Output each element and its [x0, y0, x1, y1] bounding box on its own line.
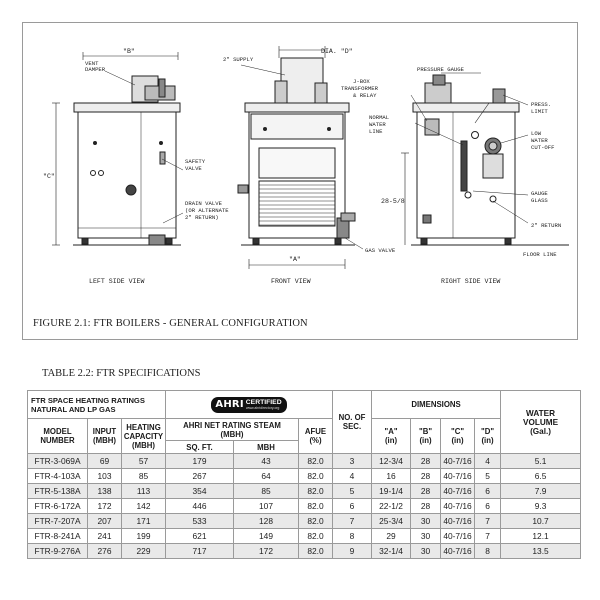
header-dim-c-line-2: (in)	[451, 436, 464, 445]
cell-dim-b: 30	[411, 514, 441, 529]
cell-capacity: 199	[122, 529, 166, 544]
right-side-view-title: RIGHT SIDE VIEW	[441, 278, 501, 285]
cell-input: 241	[88, 529, 122, 544]
cell-dim-d: 7	[475, 529, 501, 544]
cell-mbh: 172	[234, 544, 299, 559]
cell-dim-a: 12-3/4	[372, 454, 411, 469]
cell-dim-a: 22-1/2	[372, 499, 411, 514]
header-heating-capacity-line-3: (MBH)	[132, 440, 155, 450]
header-heating-capacity-line-1: HEATING	[126, 422, 161, 432]
dim-c-label: "C"	[43, 173, 55, 180]
cell-afue: 82.0	[299, 499, 333, 514]
header-dim-b-line-1: "B"	[419, 427, 433, 436]
cell-capacity: 113	[122, 484, 166, 499]
cell-mbh: 64	[234, 469, 299, 484]
header-ahri-net-rating-line-1: AHRI NET RATING STEAM	[183, 420, 281, 430]
table-row	[28, 454, 581, 469]
cell-dim-c: 40-7/16	[441, 529, 475, 544]
label-safety-valve-2: VALVE	[185, 165, 202, 172]
cell-afue: 82.0	[299, 484, 333, 499]
ahri-logo-url: www.ahridirectory.org	[245, 406, 280, 410]
header-input	[88, 419, 122, 454]
label-low-water-1: LOW	[531, 130, 542, 137]
cell-dim-a: 29	[372, 529, 411, 544]
header-dim-a	[372, 419, 411, 454]
cell-mbh: 128	[234, 514, 299, 529]
label-drain-valve-3: 2" RETURN)	[185, 214, 219, 221]
cell-water: 9.3	[501, 499, 581, 514]
label-normal-water-line-1: NORMAL	[369, 114, 390, 121]
cell-dim-d: 8	[475, 544, 501, 559]
cell-dim-b: 28	[411, 454, 441, 469]
header-dim-b-line-2: (in)	[419, 436, 432, 445]
cell-dim-b: 30	[411, 544, 441, 559]
cell-dim-d: 6	[475, 484, 501, 499]
cell-afue: 82.0	[299, 514, 333, 529]
cell-capacity: 57	[122, 454, 166, 469]
header-group-title	[28, 391, 166, 419]
label-floor-line: FLOOR LINE	[523, 251, 557, 258]
label-press-limit-2: LIMIT	[531, 108, 548, 115]
cell-dim-d: 4	[475, 454, 501, 469]
cell-water: 7.9	[501, 484, 581, 499]
table-row	[28, 469, 581, 484]
cell-dim-c: 40-7/16	[441, 499, 475, 514]
cell-dim-d: 7	[475, 514, 501, 529]
label-drain-valve-2: (OR ALTERNATE	[185, 207, 229, 214]
cell-dim-d: 5	[475, 469, 501, 484]
table-title: TABLE 2.2: FTR SPECIFICATIONS	[42, 368, 201, 379]
header-ahri-logo-cell	[166, 391, 333, 419]
header-model-number	[28, 419, 88, 454]
header-no-of-sec-line-2: SEC.	[342, 422, 362, 431]
table-row	[28, 514, 581, 529]
label-low-water-3: CUT-OFF	[531, 144, 555, 151]
cell-input: 103	[88, 469, 122, 484]
cell-water: 10.7	[501, 514, 581, 529]
cell-model: FTR-8-241A	[28, 529, 88, 544]
header-afue-line-2: (%)	[309, 436, 322, 445]
label-normal-water-line-3: LINE	[369, 128, 383, 135]
header-dim-d-line-2: (in)	[481, 436, 494, 445]
label-pressure-gauge: PRESSURE GAUGE	[417, 66, 464, 73]
header-dim-c-line-1: "C"	[451, 427, 465, 436]
spec-table	[27, 390, 581, 559]
cell-capacity: 171	[122, 514, 166, 529]
cell-sqft: 179	[166, 454, 234, 469]
label-press-limit-1: PRESS.	[531, 101, 552, 108]
header-heating-capacity	[122, 419, 166, 454]
cell-sec: 4	[333, 469, 372, 484]
figure-panel	[22, 22, 578, 340]
cell-model: FTR-3-069A	[28, 454, 88, 469]
cell-mbh: 149	[234, 529, 299, 544]
cell-sqft: 354	[166, 484, 234, 499]
label-normal-water-line-2: WATER	[369, 121, 386, 128]
cell-dim-a: 32-1/4	[372, 544, 411, 559]
header-input-line-2: (MBH)	[93, 436, 116, 445]
header-dim-a-line-1: "A"	[384, 427, 398, 436]
cell-input: 276	[88, 544, 122, 559]
header-dimensions: DIMENSIONS	[372, 391, 501, 419]
cell-model: FTR-9-276A	[28, 544, 88, 559]
label-jbox-2: TRANSFORMER	[341, 85, 378, 92]
cell-capacity: 142	[122, 499, 166, 514]
cell-afue: 82.0	[299, 544, 333, 559]
ahri-logo-word: AHRI	[215, 399, 244, 410]
label-vent-damper-1: VENT	[85, 60, 99, 67]
header-input-line-1: INPUT	[92, 427, 117, 436]
header-ahri-net-rating-line-2: (MBH)	[220, 429, 244, 439]
front-view-title: FRONT VIEW	[271, 278, 311, 285]
table-row	[28, 484, 581, 499]
cell-afue: 82.0	[299, 529, 333, 544]
cell-water: 12.1	[501, 529, 581, 544]
table-row	[28, 529, 581, 544]
header-group-title-line-1: FTR SPACE HEATING RATINGS	[31, 395, 145, 405]
label-vent-damper-2: DAMPER	[85, 66, 106, 73]
label-low-water-2: WATER	[531, 137, 548, 144]
header-dim-d	[475, 419, 501, 454]
right-side-view	[401, 73, 569, 245]
cell-water: 13.5	[501, 544, 581, 559]
header-sq-ft: SQ. FT.	[166, 441, 234, 454]
cell-input: 172	[88, 499, 122, 514]
header-heating-capacity-line-2: CAPACITY	[123, 431, 164, 441]
cell-input: 69	[88, 454, 122, 469]
dim-a-label: "A"	[289, 256, 301, 263]
table-row	[28, 544, 581, 559]
cell-capacity: 85	[122, 469, 166, 484]
cell-dim-b: 28	[411, 499, 441, 514]
header-no-of-sec-line-1: NO. OF	[338, 413, 366, 422]
cell-water: 5.1	[501, 454, 581, 469]
figure-caption: FIGURE 2.1: FTR BOILERS - GENERAL CONFIGURATION	[33, 318, 308, 329]
ahri-logo-certified: CERTIFIED	[245, 399, 282, 406]
cell-sqft: 446	[166, 499, 234, 514]
cell-mbh: 43	[234, 454, 299, 469]
header-afue-line-1: AFUE	[304, 427, 327, 436]
header-water-volume	[501, 391, 581, 454]
cell-dim-d: 6	[475, 499, 501, 514]
cell-capacity: 229	[122, 544, 166, 559]
label-28-5-8: 28-5/8	[381, 198, 405, 205]
cell-sec: 7	[333, 514, 372, 529]
cell-dim-b: 28	[411, 484, 441, 499]
label-return: 2" RETURN	[531, 222, 562, 229]
cell-dim-b: 28	[411, 469, 441, 484]
front-view	[238, 46, 363, 269]
cell-sec: 3	[333, 454, 372, 469]
boiler-drawing	[23, 23, 577, 315]
header-dim-a-line-2: (in)	[384, 436, 398, 445]
label-safety-valve-1: SAFETY	[185, 158, 206, 165]
cell-dim-a: 19-1/4	[372, 484, 411, 499]
left-side-view-title: LEFT SIDE VIEW	[89, 278, 145, 285]
cell-sec: 5	[333, 484, 372, 499]
cell-sec: 8	[333, 529, 372, 544]
header-water-volume-line-2: VOLUME	[523, 417, 559, 427]
cell-sqft: 621	[166, 529, 234, 544]
label-gas-valve: GAS VALVE	[365, 247, 396, 254]
header-afue	[299, 419, 333, 454]
cell-sqft: 717	[166, 544, 234, 559]
label-gauge-glass-1: GAUGE	[531, 190, 548, 197]
header-mbh: MBH	[234, 441, 299, 454]
cell-dim-b: 30	[411, 529, 441, 544]
ahri-certified-logo	[211, 397, 286, 413]
cell-sqft: 267	[166, 469, 234, 484]
cell-water: 6.5	[501, 469, 581, 484]
label-drain-valve-1: DRAIN VALVE	[185, 200, 222, 207]
cell-dim-c: 40-7/16	[441, 544, 475, 559]
cell-sec: 9	[333, 544, 372, 559]
label-jbox-3: & RELAY	[353, 92, 377, 99]
cell-afue: 82.0	[299, 454, 333, 469]
label-gauge-glass-2: GLASS	[531, 197, 548, 204]
left-side-view	[52, 52, 183, 245]
header-dim-d-line-1: "D"	[481, 427, 495, 436]
header-ahri-net-rating	[166, 419, 299, 441]
cell-model: FTR-4-103A	[28, 469, 88, 484]
header-model-number-line-1: MODEL	[43, 427, 72, 436]
cell-sec: 6	[333, 499, 372, 514]
cell-dim-a: 25-3/4	[372, 514, 411, 529]
header-no-of-sec	[333, 391, 372, 454]
label-jbox-1: J-BOX	[353, 78, 370, 85]
header-water-volume-line-1: WATER	[526, 408, 556, 418]
cell-mbh: 107	[234, 499, 299, 514]
header-group-title-line-2: NATURAL AND LP GAS	[31, 404, 116, 414]
cell-sqft: 533	[166, 514, 234, 529]
cell-dim-c: 40-7/16	[441, 514, 475, 529]
table-row	[28, 499, 581, 514]
header-dim-b	[411, 419, 441, 454]
header-dim-c	[441, 419, 475, 454]
cell-input: 207	[88, 514, 122, 529]
cell-dim-c: 40-7/16	[441, 484, 475, 499]
cell-model: FTR-7-207A	[28, 514, 88, 529]
cell-input: 138	[88, 484, 122, 499]
header-model-number-line-2: NUMBER	[40, 436, 75, 445]
cell-model: FTR-5-138A	[28, 484, 88, 499]
header-water-volume-line-3: (Gal.)	[530, 426, 551, 436]
dim-b-label: "B"	[123, 48, 135, 55]
cell-dim-a: 16	[372, 469, 411, 484]
cell-dim-c: 40-7/16	[441, 469, 475, 484]
cell-mbh: 85	[234, 484, 299, 499]
cell-afue: 82.0	[299, 469, 333, 484]
label-supply: 2" SUPPLY	[223, 56, 254, 63]
cell-dim-c: 40-7/16	[441, 454, 475, 469]
cell-model: FTR-6-172A	[28, 499, 88, 514]
dim-d-label: DIA. "D"	[321, 48, 353, 55]
